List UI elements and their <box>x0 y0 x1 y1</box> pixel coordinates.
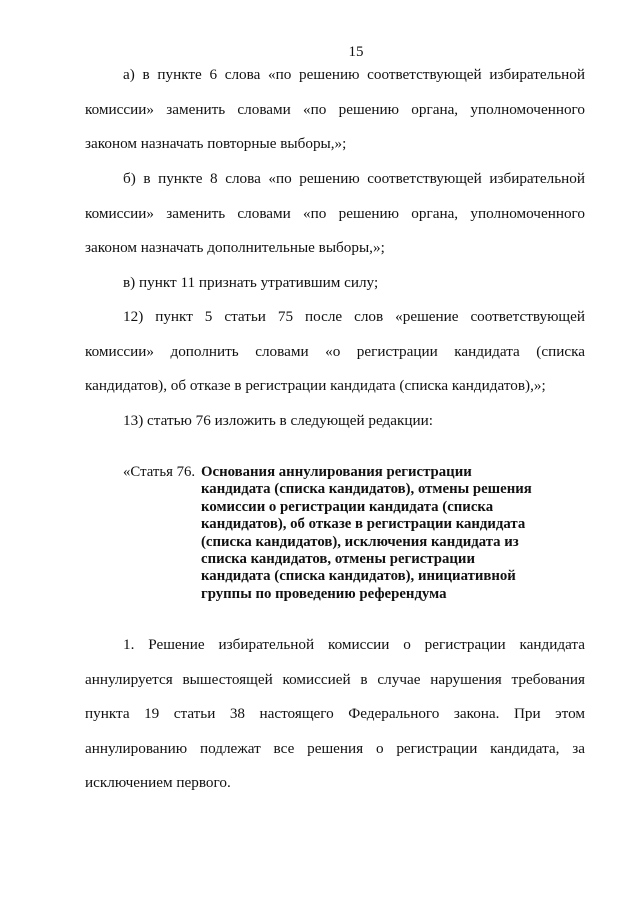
paragraph-line: аннулированию подлежат все решения о регистрации кандидата, за <box>85 739 585 757</box>
article-paragraph-1 <box>85 628 585 801</box>
paragraph-line: 1. Решение избирательной комиссии о регистрации кандидата <box>123 636 585 653</box>
page-number: 15 <box>348 44 364 60</box>
paragraph-line: комиссии» дополнить словами «о регистрации кандидата (списка <box>85 342 585 360</box>
paragraph-line: аннулируется вышестоящей комиссией в случае нарушения требования <box>85 670 585 688</box>
paragraph-line: а) в пункте 6 слова «по решению соответствующей избирательной <box>123 66 585 83</box>
article-title-line: (списка кандидатов), исключения кандидата из <box>201 533 519 550</box>
article-title-line: группы по проведению референдума <box>201 585 447 602</box>
paragraph-line: исключением первого. <box>85 774 231 792</box>
paragraph-c <box>85 266 585 301</box>
article-title-line: кандидатов), об отказе в регистрации кандидата <box>201 516 526 533</box>
article-title-line: списка кандидатов, отмены регистрации <box>201 551 475 568</box>
paragraph-line: пункта 19 статьи 38 настоящего Федерального закона. При этом <box>85 705 585 723</box>
article-title-line: Основания аннулирования регистрации <box>201 464 472 480</box>
paragraph-12 <box>85 300 585 404</box>
paragraph-13 <box>85 404 585 439</box>
paragraph-line: 13) статью 76 изложить в следующей редакции: <box>123 412 433 429</box>
paragraph-line: комиссии» заменить словами «по решению органа, уполномоченного <box>85 204 585 222</box>
paragraph-line: законом назначать дополнительные выборы,»; <box>85 239 385 257</box>
article-title-line: комиссии о регистрации кандидата (списка <box>201 498 494 515</box>
paragraph-line: б) в пункте 8 слова «по решению соответствующей избирательной <box>123 170 585 187</box>
paragraph-line: 12) пункт 5 статьи 75 после слов «решение соответствующей <box>123 308 585 325</box>
article-number: «Статья 76. <box>123 464 196 480</box>
paragraph-a <box>85 58 585 162</box>
article-title <box>201 464 561 603</box>
paragraph-line: кандидатов), об отказе в регистрации кандидата (списка кандидатов),»; <box>85 377 546 395</box>
paragraph-b <box>85 162 585 266</box>
paragraph-line: законом назначать повторные выборы,»; <box>85 135 347 153</box>
article-title-line: кандидата (списка кандидатов), отмены решения <box>201 481 532 498</box>
paragraph-line: комиссии» заменить словами «по решению органа, уполномоченного <box>85 100 585 118</box>
article-title-line: кандидата (списка кандидатов), инициативной <box>201 568 516 585</box>
paragraph-line: в) пункт 11 признать утратившим силу; <box>123 274 379 291</box>
